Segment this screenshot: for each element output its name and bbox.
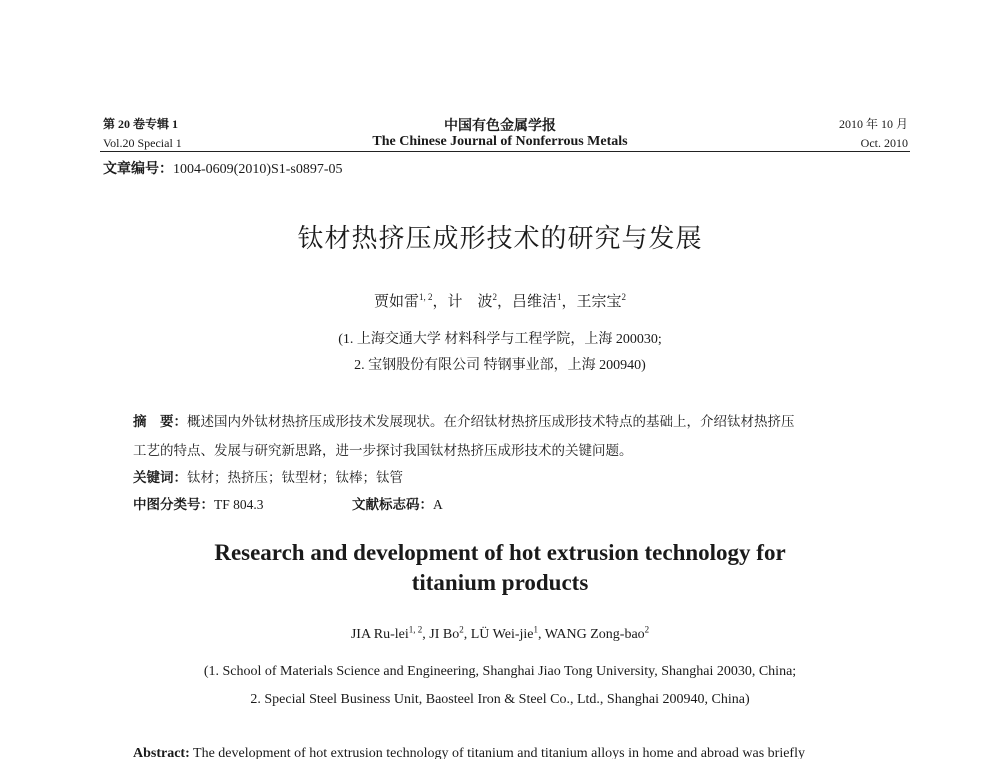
affiliation-en-1: (1. School of Materials Science and Engineering, Shanghai Jiao Tong University, Shanghai 20030, China; <box>203 664 797 679</box>
author-cn-4: 王宗宝 <box>576 294 622 310</box>
abstract-en-text: The development of hot extrusion technology of titanium and titanium alloys in home and abroad was briefly <box>193 746 805 759</box>
abstract-cn-text1: 概述国内外钛材热挤压成形技术发展现状。在介绍钛材热挤压成形技术特点的基础上，介绍钛材热挤压 <box>187 414 795 429</box>
document-code-label: 文献标志码： <box>352 497 433 512</box>
authors-en <box>0 624 1000 643</box>
affiliation-cn-1: (1. 上海交通大学 材料科学与工程学院，上海 200030; <box>338 332 662 347</box>
author-cn-4-sup: 2 <box>621 292 627 302</box>
author-cn-3-sup: 1 <box>557 292 562 302</box>
volume-en: Vol.20 Special 1 <box>103 136 182 150</box>
abstract-en-label: Abstract: <box>133 746 190 759</box>
abstract-cn-line1 <box>133 410 795 430</box>
title-en-line2: titanium products <box>411 570 589 595</box>
title-en-line1: Research and development of hot extrusion technology for <box>214 540 786 565</box>
keywords-cn-label: 关键词： <box>133 470 187 485</box>
author-cn-1: 贾如雷 <box>373 294 419 310</box>
author-cn-1-sup: 1, 2 <box>418 292 433 302</box>
author-separator: , <box>422 627 430 642</box>
author-en-3-sup: 1 <box>533 624 538 635</box>
article-number-label: 文章编号： <box>103 162 173 177</box>
volume-cn: 第 20 卷专辑 1 <box>103 117 179 131</box>
author-separator: , <box>538 627 545 642</box>
article-number <box>103 158 343 178</box>
keywords-cn <box>133 466 403 486</box>
author-en-3: LÜ Wei-jie <box>470 627 534 642</box>
author-cn-3: 吕维洁 <box>512 294 558 310</box>
author-separator: ， <box>432 294 448 310</box>
header-rule <box>100 151 910 152</box>
authors-cn <box>0 290 1000 311</box>
author-separator: ， <box>496 294 512 310</box>
author-en-4-sup: 2 <box>644 624 650 635</box>
abstract-cn-line2: 工艺的特点、发展与研究新思路，进一步探讨我国钛材热挤压成形技术的关键问题。 <box>133 443 633 458</box>
author-en-1-sup: 1, 2 <box>408 624 423 635</box>
journal-name-cn: 中国有色金属学报 <box>444 119 556 134</box>
author-cn-2-sup: 2 <box>492 292 497 302</box>
author-separator: , <box>463 627 471 642</box>
article-number-value: 1004-0609(2010)S1-s0897-05 <box>173 162 343 177</box>
abstract-cn-label: 摘 要： <box>133 414 187 429</box>
affiliation-en-2: 2. Special Steel Business Unit, Baosteel Iron & Steel Co., Ltd., Shanghai 200940, China) <box>250 692 750 707</box>
issue-date-en: Oct. 2010 <box>860 136 908 150</box>
author-en-2-sup: 2 <box>459 624 464 635</box>
issue-date-cn: 2010 年 10 月 <box>838 117 908 131</box>
journal-name-en: The Chinese Journal of Nonferrous Metals <box>372 134 628 149</box>
author-en-4: WANG Zong-bao <box>544 627 645 642</box>
author-en-1: JIA Ru-lei <box>350 627 409 642</box>
author-en-2: JI Bo <box>429 627 460 642</box>
author-separator: ， <box>561 294 577 310</box>
keywords-cn-value: 钛材；热挤压；钛型材；钛棒；钛管 <box>187 470 403 485</box>
author-cn-2: 计 波 <box>447 294 493 310</box>
classification-value: TF 804.3 <box>214 497 264 512</box>
classification-label: 中图分类号： <box>133 497 214 512</box>
document-code <box>352 493 443 513</box>
classification-number <box>133 493 264 513</box>
document-code-value: A <box>433 497 443 512</box>
abstract-en-start <box>133 746 805 759</box>
affiliation-cn-2: 2. 宝钢股份有限公司 特钢事业部，上海 200940) <box>354 358 646 373</box>
title-cn: 钛材热挤压成形技术的研究与发展 <box>297 224 703 254</box>
